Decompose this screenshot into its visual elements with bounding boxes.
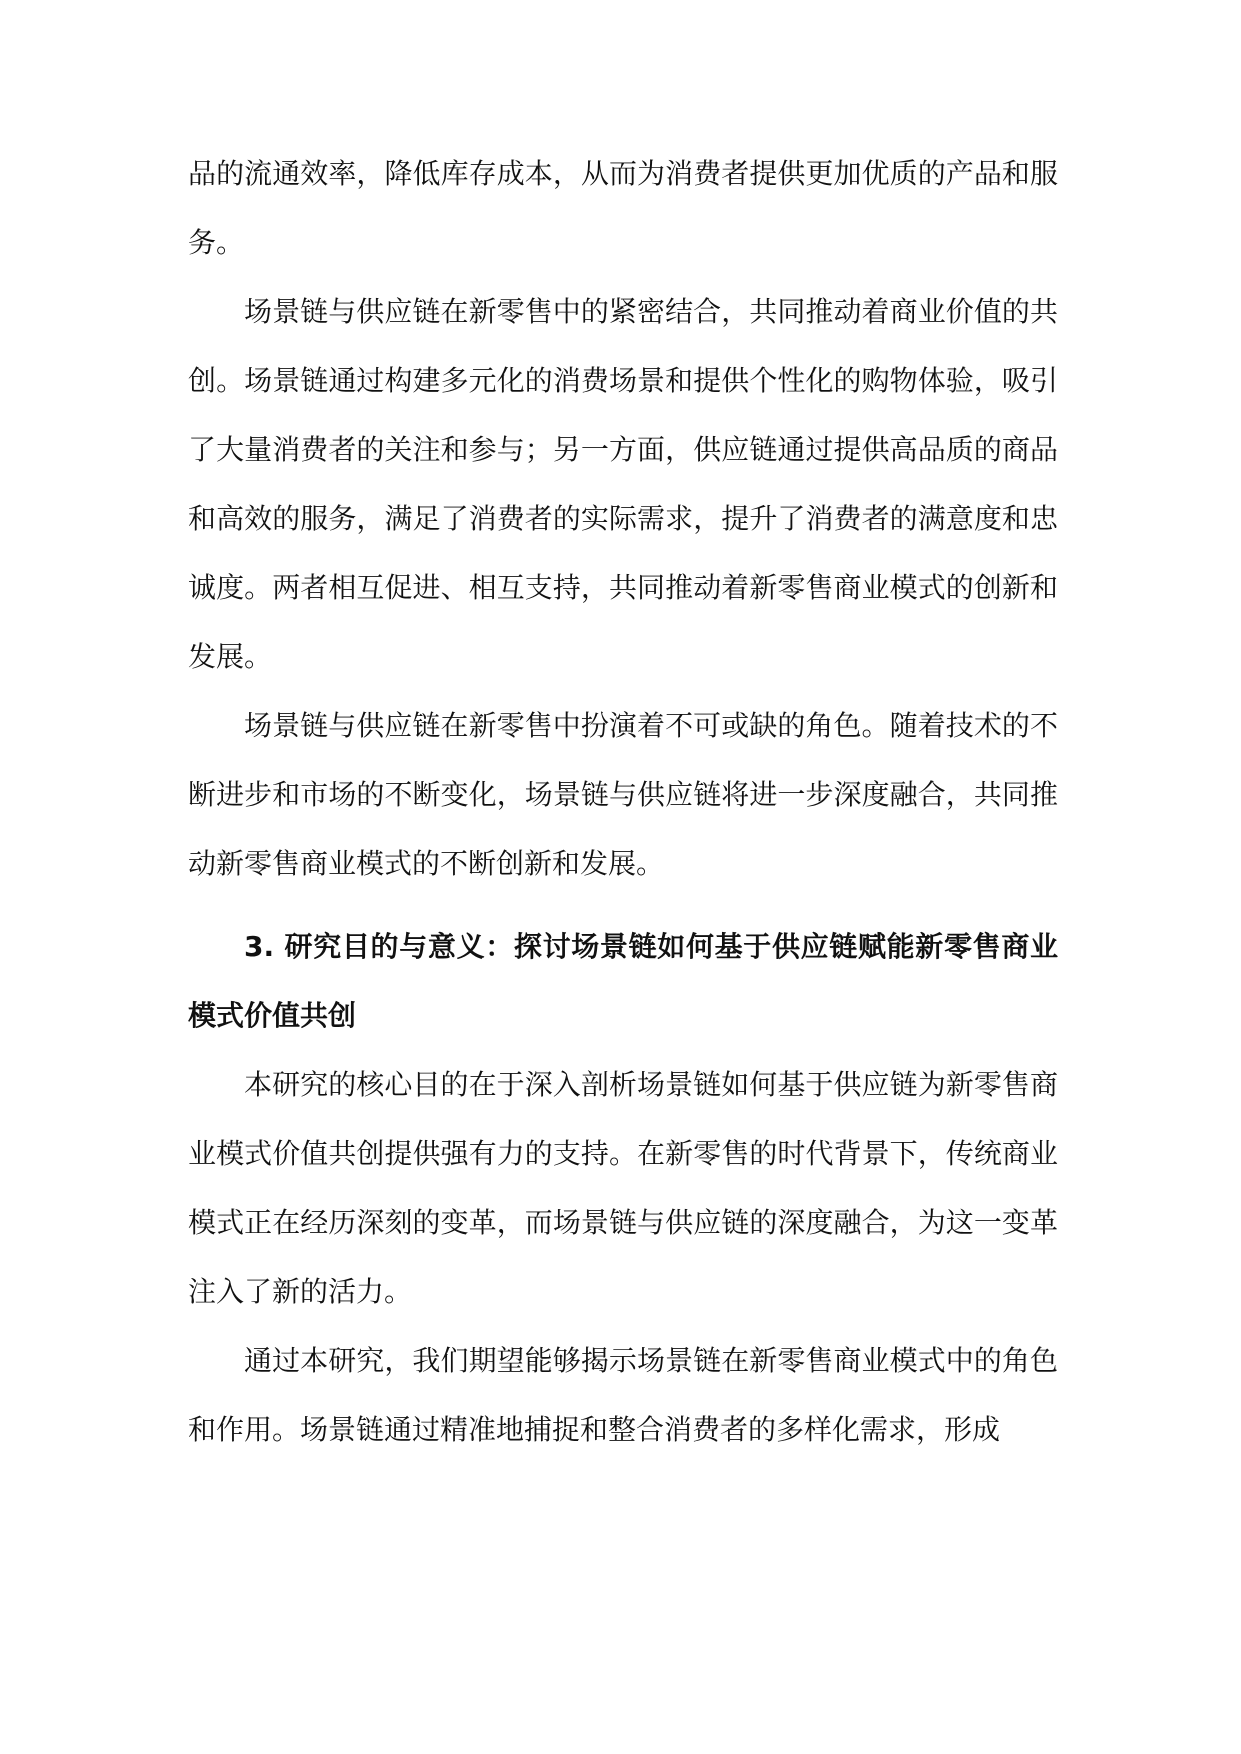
paragraph-scene-supply-value: 场景链与供应链在新零售中的紧密结合，共同推动着商业价值的共创。场景链通过构建多元化的消费场景和提供个性化的购物体验，吸引了大量消费者的关注和参与；另一方面，供应链通过提供高品质的商品和高效的服务，满足了消费者的实际需求，提升了消费者的满意度和忠诚度。两者相互促进、相互支持，共同推动着新零售商业模式的创新和发展。 — [188, 295, 1058, 673]
paragraph-scene-supply-role: 场景链与供应链在新零售中扮演着不可或缺的角色。随着技术的不断进步和市场的不断变化，场景链与供应链将进一步深度融合，共同推动新零售商业模式的不断创新和发展。 — [188, 709, 1058, 880]
section-heading: 3. 研究目的与意义：探讨场景链如何基于供应链赋能新零售商业模式价值共创 — [188, 930, 1058, 1032]
paragraph-research-expectation: 通过本研究，我们期望能够揭示场景链在新零售商业模式中的角色和作用。场景链通过精准地捕捉和整合消费者的多样化需求，形成 — [188, 1344, 1058, 1446]
paragraph-research-purpose: 本研究的核心目的在于深入剖析场景链如何基于供应链为新零售商业模式价值共创提供强有力的支持。在新零售的时代背景下，传统商业模式正在经历深刻的变革，而场景链与供应链的深度融合，为这一变革注入了新的活力。 — [188, 1068, 1058, 1308]
paragraph-continuation: 品的流通效率，降低库存成本，从而为消费者提供更加优质的产品和服务。 — [188, 157, 1058, 259]
document-body — [188, 139, 1058, 1464]
